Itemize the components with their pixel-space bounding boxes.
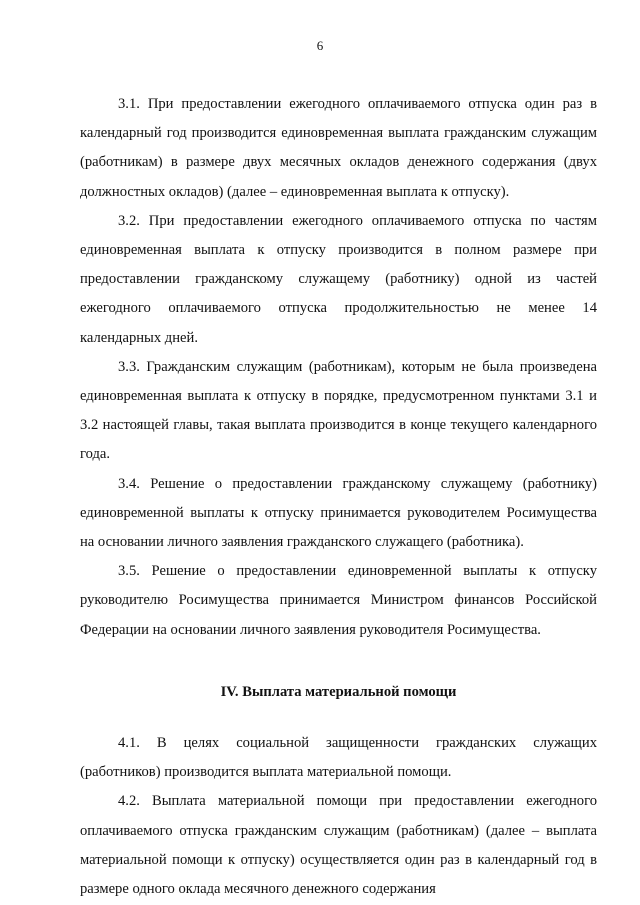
document-body <box>80 90 597 904</box>
paragraph-3-5: 3.5. Решение о предоставлении единовременной выплаты к отпуску руководителю Росимущества принимается Министром финансов Российской Федерации на основании личного заявления руководителя Росимущества. <box>80 563 597 638</box>
page-number: 6 <box>316 38 324 53</box>
paragraph-3-1: 3.1. При предоставлении ежегодного оплачиваемого отпуска один раз в календарный год производится единовременная выплата гражданским служащим (работникам) в размере двух месячных окладов денежного содержания (двух должностных окладов) (далее – единовременная выплата к отпуску). <box>80 96 597 200</box>
paragraph-4-1: 4.1. В целях социальной защищенности гражданских служащих (работников) производится выплата материальной помощи. <box>80 735 597 781</box>
section-heading: IV. Выплата материальной помощи <box>220 683 457 700</box>
paragraph-3-2: 3.2. При предоставлении ежегодного оплачиваемого отпуска по частям единовременная выплата к отпуску производится в полном размере при предоставлении гражданскому служащему (работнику) одной из частей ежегодного оплачиваемого отпуска продолжительностью не менее 14 календарных дней. <box>80 212 597 346</box>
paragraph-3-3: 3.3. Гражданским служащим (работникам), которым не была произведена единовременная выплата к отпуску в порядке, предусмотренном пунктами 3.1 и 3.2 настоящей главы, такая выплата производится в конце текущего календарного года. <box>80 358 597 463</box>
paragraph-4-2: 4.2. Выплата материальной помощи при предоставлении ежегодного оплачиваемого отпуска гражданским служащим (работникам) (далее – выплата материальной помощи к отпуску) осуществляется один раз в календарный год в размере одного оклада месячного денежного содержания <box>80 793 597 898</box>
paragraph-3-4: 3.4. Решение о предоставлении гражданскому служащему (работнику) единовременной выплаты к отпуску принимается руководителем Росимущества на основании личного заявления гражданского служащего (работника). <box>80 475 597 551</box>
